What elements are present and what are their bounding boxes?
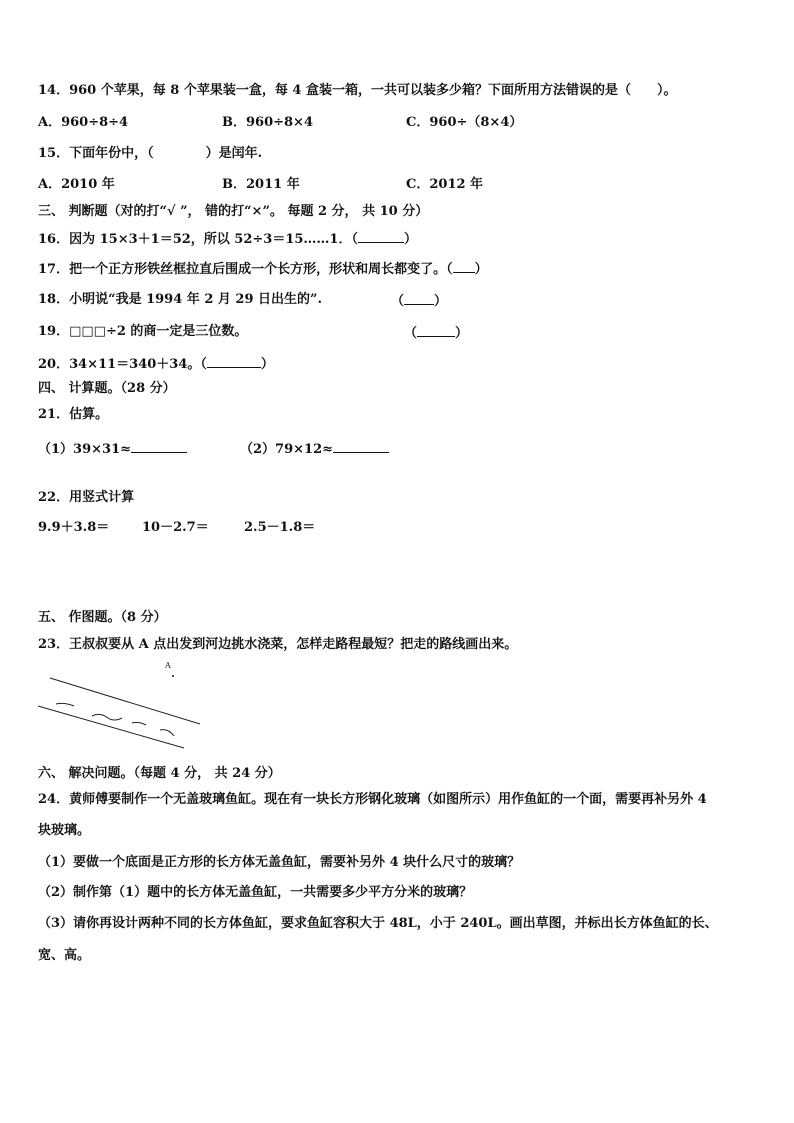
question-24-sub-3b: 宽、高。 [38,948,91,963]
question-15-stem-start: 15．下面年份中，（ [38,146,154,161]
point-a-label: A [165,661,171,670]
question-17-close: ） [474,262,488,277]
question-24-sub-1: （1）要做一个底面是正方形的长方体无盖鱼缸，需要补另外 4 块什么尺寸的玻璃？ [38,855,521,870]
question-24-line-2: 块玻璃。 [38,823,91,838]
answer-blank[interactable] [404,292,434,305]
question-24-sub-3a: （3）请你再设计两种不同的长方体鱼缸，要求鱼缸容积大于 48L，小于 240L。画出草图，并标出长方体鱼缸的长、 [38,916,718,931]
question-15-option-b: B．2011 年 [222,177,300,192]
river-bank-upper [50,678,200,724]
question-15-option-c: C．2012 年 [406,177,484,192]
question-22-item-3: 2.5－1.8＝ [244,520,316,535]
question-15-stem-end: ）是闰年. [205,146,263,161]
question-21-item-1: （1）39×31≈ [38,440,187,458]
water-ripple [160,730,174,736]
question-20-text: 20．34×11＝340＋34。（ [38,357,207,372]
question-18-text: 18．小明说“我是 1994 年 2 月 29 日出生的”. [38,292,323,307]
question-22-title: 22．用竖式计算 [38,490,135,505]
answer-blank[interactable] [333,440,389,453]
question-19-text: 19．□□□÷2 的商一定是三位数。 [38,324,248,339]
question-22-item-2: 10－2.7＝ [142,520,209,535]
question-22-item-1: 9.9＋3.8＝ [38,520,110,535]
question-24-sub-2: （2）制作第（1）题中的长方体无盖鱼缸，一共需要多少平方分米的玻璃？ [38,885,473,900]
question-21-title: 21．估算。 [38,407,109,422]
question-16-text: 16．因为 15×3＋1＝52，所以 52÷3＝15……1．（ [38,232,358,247]
question-16 [38,230,417,248]
answer-blank[interactable] [417,324,455,337]
answer-blank[interactable] [131,440,187,453]
question-15-stem [38,146,262,162]
question-15-option-a: A．2010 年 [38,177,115,192]
question-18-answer: （ ） [391,294,448,309]
river-diagram [34,666,204,750]
section-6-title: 六、 解决问题。（每题 4 分， 共 24 分） [38,766,281,781]
answer-blank[interactable] [358,230,404,243]
water-ripple [132,722,146,725]
answer-blank[interactable] [453,260,475,273]
question-20 [38,355,274,373]
section-3-title: 三、 判断题（对的打“√ ”， 错的打“×”。 每题 2 分， 共 10 分） [38,204,429,219]
question-14-option-c: C．960÷（8×4） [406,115,523,130]
question-20-close: ） [260,357,274,372]
answer-blank[interactable] [207,355,261,368]
water-ripple [56,703,74,706]
question-24-line-1: 24．黄师傅要制作一个无盖玻璃鱼缸。现在有一块长方形钢化玻璃（如图所示）用作鱼缸的一个面，需要再补另外 4 [38,792,707,807]
question-19-answer: （ ） [404,326,469,341]
section-5-title: 五、 作图题。（8 分） [38,610,167,625]
question-14-option-b: B．960÷8×4 [222,115,314,130]
water-ripple [92,714,122,720]
question-23-text: 23．王叔叔要从 A 点出发到河边挑水浇菜，怎样走路程最短？把走的路线画出来。 [38,637,518,652]
question-17-text: 17．把一个正方形铁丝框拉直后围成一个长方形，形状和周长都变了。（ [38,262,453,277]
section-4-title: 四、 计算题。（28 分） [38,381,176,396]
question-14-stem: 14．960 个苹果，每 8 个苹果装一盒，每 4 盒装一箱，一共可以装多少箱？下面所用方法错误的是（ ）。 [38,83,677,98]
question-21-item-2: （2）79×12≈ [240,440,389,458]
question-16-close: ） [403,232,417,247]
question-17 [38,260,488,278]
question-14-option-a: A．960÷8÷4 [38,115,129,130]
